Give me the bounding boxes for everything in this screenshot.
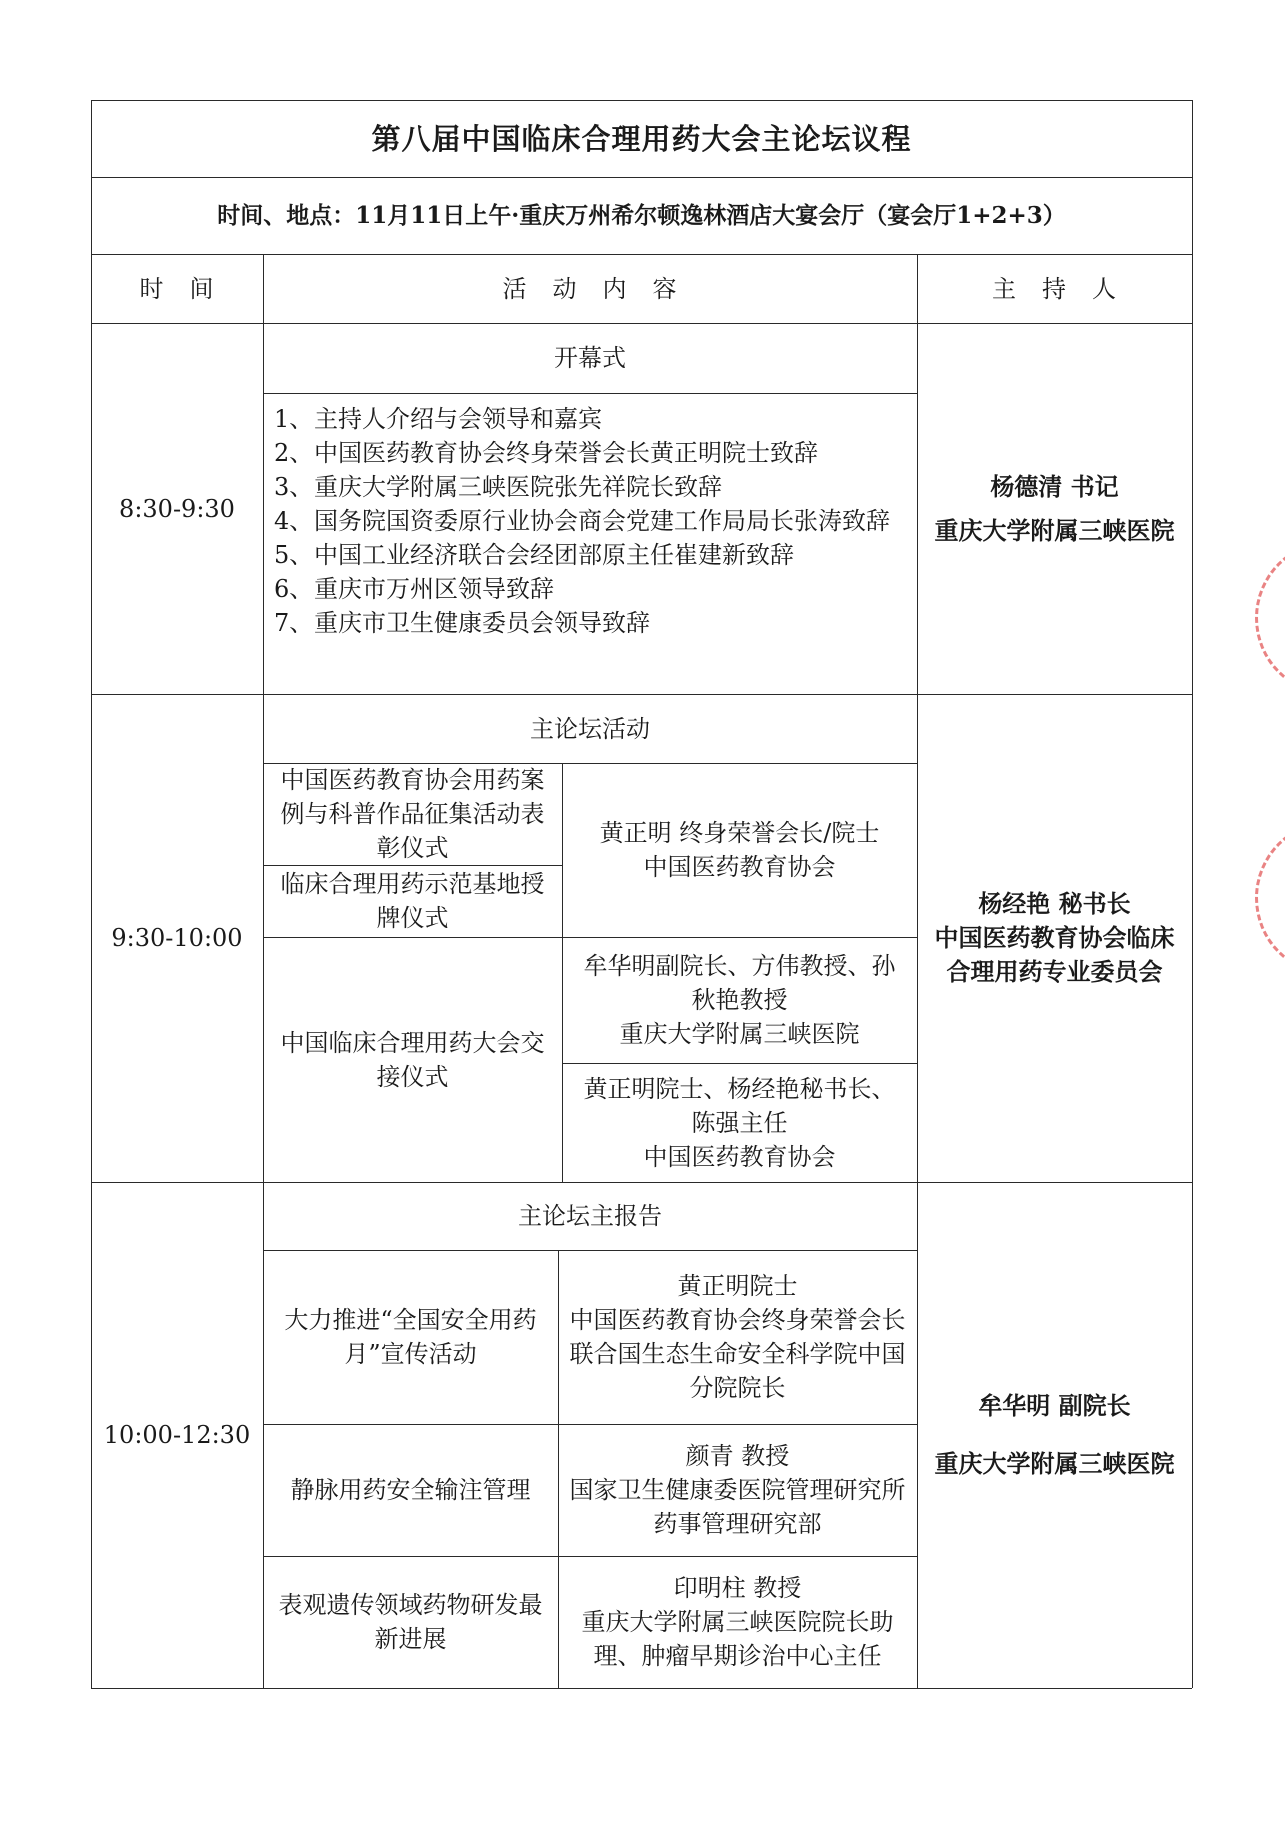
speaker-name: 颜青 教授 [685, 1442, 790, 1470]
item-text: 重庆大学附属三峡医院张先祥院长致辞 [314, 473, 722, 501]
presenter-group [572, 937, 907, 1063]
activity-commendation: 中国医药教育协会用药案例与科普作品征集活动表彰仪式 [280, 766, 545, 862]
document-title: 第八届中国临床合理用药大会主论坛议程 [371, 121, 912, 156]
presenter-name: 牟华明副院长、方伟教授、孙秋艳教授 [583, 952, 896, 1014]
presenter-group [572, 1063, 907, 1182]
session1-item-list [274, 402, 894, 640]
item-text: 重庆市万州区领导致辞 [314, 575, 554, 603]
presenter-org: 中国医药教育协会 [643, 853, 836, 881]
red-seal-fragment [1255, 540, 1285, 696]
col-line [263, 254, 264, 1688]
report-topic: 大力推进“全国安全用药月”宣传活动 [284, 1306, 537, 1368]
item-text: 国务院国资委原行业协会商会党建工作局局长张涛致辞 [314, 507, 890, 535]
list-item [274, 402, 894, 436]
presenter-org: 重庆大学附属三峡医院 [619, 1020, 860, 1048]
item-text: 中国医药教育协会终身荣誉会长黄正明院士致辞 [314, 439, 818, 467]
host-org: 中国医药教育协会临床合理用药专业委员会 [934, 923, 1175, 986]
host-org: 重庆大学附属三峡医院 [934, 1449, 1175, 1478]
host-name: 杨经艳 秘书长 [978, 889, 1131, 918]
row-line [263, 393, 917, 394]
presenter-group [572, 763, 907, 937]
list-item [274, 538, 894, 572]
report-speaker [566, 1250, 909, 1424]
session2-time: 9:30-10:00 [111, 924, 243, 952]
presenter-name: 黄正明院士、杨经艳秘书长、陈强主任 [583, 1074, 896, 1137]
presenter-name: 黄正明 终身荣誉会长/院士 [599, 819, 880, 847]
speaker-name: 黄正明院士 [677, 1272, 798, 1300]
activity-base-award: 临床合理用药示范基地授牌仪式 [280, 870, 545, 932]
speaker-org: 国家卫生健康委医院管理研究所药事管理研究部 [569, 1476, 906, 1538]
list-item [274, 606, 894, 640]
col-line [558, 1250, 559, 1688]
session3-time: 10:00-12:30 [103, 1421, 251, 1449]
speaker-org: 中国医药教育协会终身荣誉会长 [569, 1306, 906, 1334]
item-text: 中国工业经济联合会经团部原主任崔建新致辞 [314, 541, 794, 569]
header-host: 主 持 人 [992, 274, 1117, 303]
report-speaker [566, 1556, 909, 1688]
session3-host [925, 1182, 1184, 1688]
report-speaker [566, 1424, 909, 1556]
table-border [1192, 100, 1193, 1688]
item-number: 2、 [274, 439, 314, 467]
list-item [274, 470, 894, 504]
session1-host [925, 323, 1184, 694]
table-border [91, 1688, 1192, 1689]
activity-handover: 中国临床合理用药大会交接仪式 [280, 1028, 545, 1091]
session1-time: 8:30-9:30 [119, 494, 235, 523]
session2-title: 主论坛活动 [530, 714, 650, 743]
header-time: 时 间 [139, 274, 215, 303]
report-topic: 静脉用药安全输注管理 [290, 1476, 531, 1504]
time-venue: 时间、地点：11月11日上午·重庆万州希尔顿逸林酒店大宴会厅（宴会厅1+2+3） [217, 201, 1066, 229]
item-number: 5、 [274, 541, 314, 569]
host-org: 重庆大学附属三峡医院 [934, 515, 1175, 545]
session1-title: 开幕式 [554, 344, 626, 372]
item-number: 3、 [274, 473, 314, 501]
item-text: 主持人介绍与会领导和嘉宾 [314, 405, 602, 433]
item-number: 7、 [274, 609, 314, 637]
host-name: 牟华明 副院长 [978, 1391, 1131, 1420]
presenter-org: 中国医药教育协会 [643, 1142, 836, 1171]
item-number: 6、 [274, 575, 314, 603]
list-item [274, 572, 894, 606]
item-number: 1、 [274, 405, 314, 433]
session2-host [925, 694, 1184, 1182]
report-topic: 表观遗传领域药物研发最新进展 [278, 1591, 543, 1653]
item-number: 4、 [274, 507, 314, 535]
speaker-org: 重庆大学附属三峡医院院长助理、肿瘤早期诊治中心主任 [581, 1608, 894, 1670]
col-line [917, 254, 918, 1688]
speaker-name: 印明柱 教授 [673, 1574, 802, 1602]
session3-title: 主论坛主报告 [518, 1202, 662, 1230]
header-content: 活 动 内 容 [502, 274, 678, 303]
list-item [274, 504, 894, 538]
col-line [562, 763, 563, 1182]
red-seal-fragment [1255, 820, 1285, 976]
list-item [274, 436, 894, 470]
item-text: 重庆市卫生健康委员会领导致辞 [314, 609, 650, 637]
host-name: 杨德清 书记 [990, 471, 1119, 501]
speaker-org: 联合国生态生命安全科学院中国分院院长 [569, 1340, 906, 1402]
